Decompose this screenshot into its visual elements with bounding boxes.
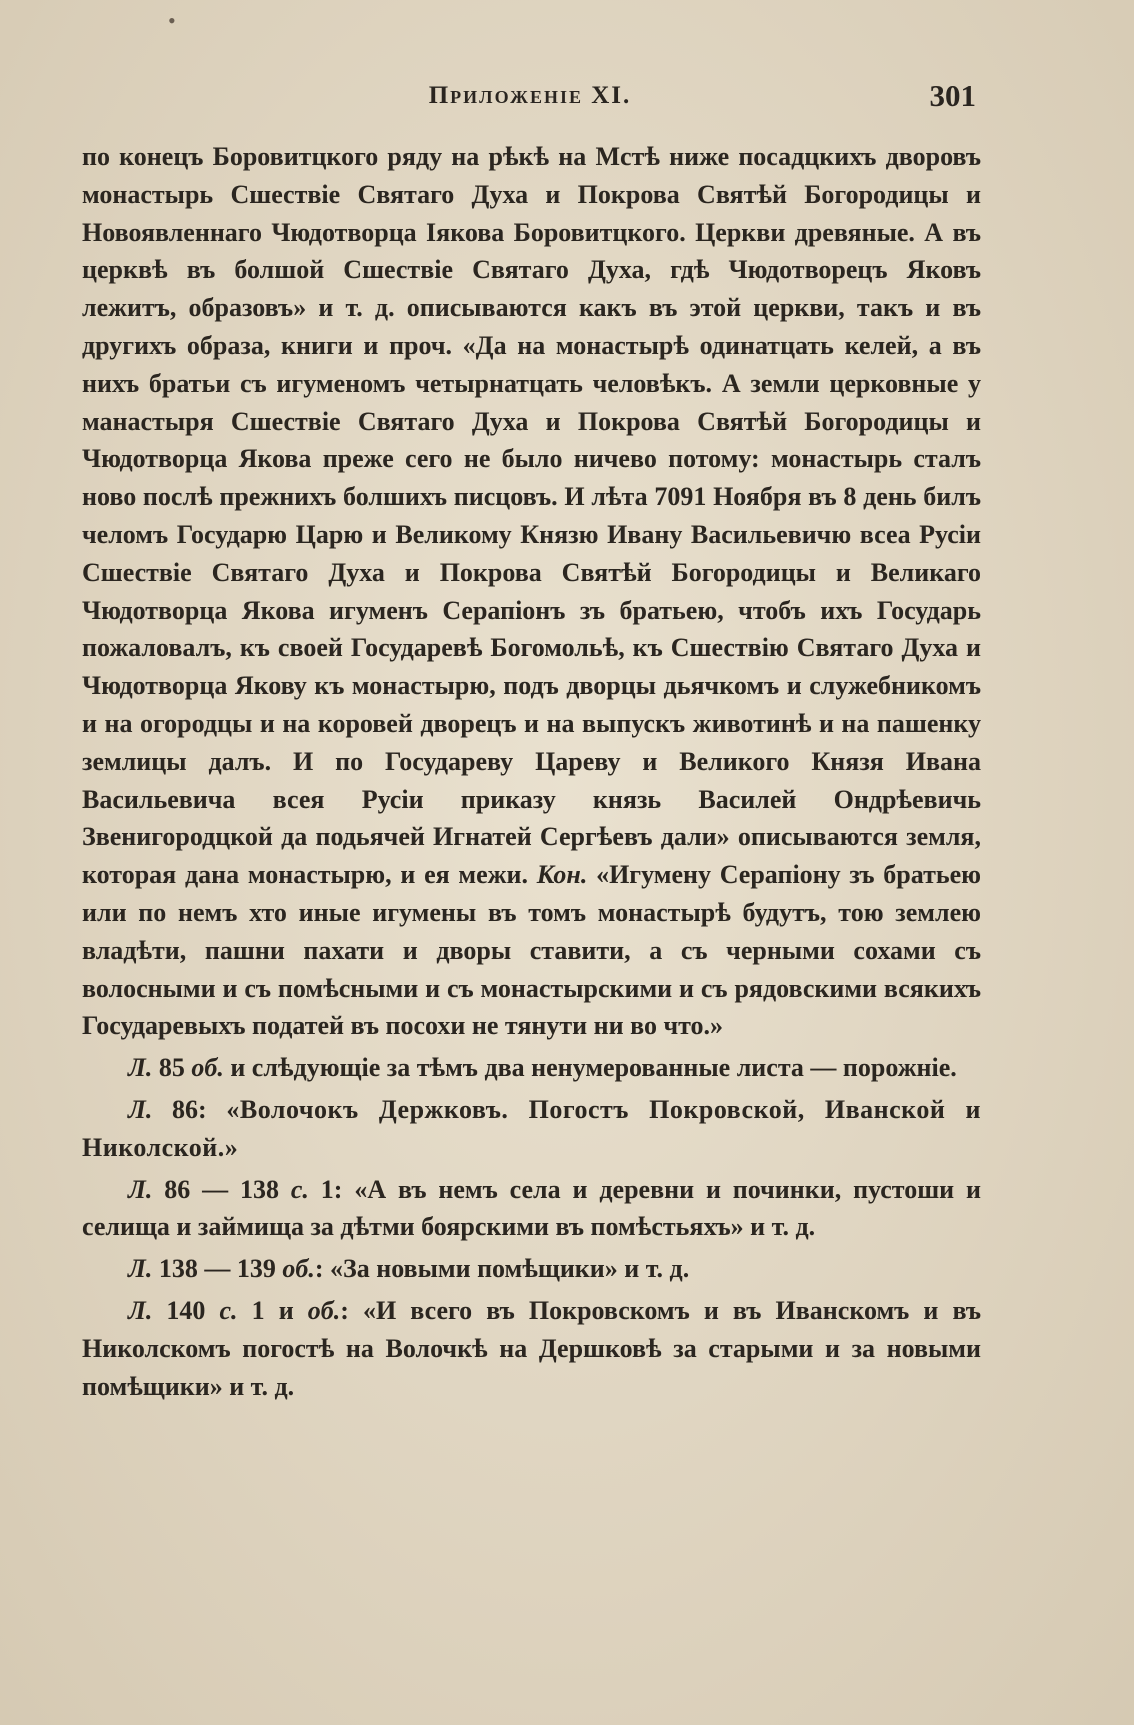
folio-reference: Л. bbox=[128, 1053, 153, 1083]
folio-reference: с. bbox=[219, 1295, 238, 1325]
text-run: 86 — 138 bbox=[152, 1174, 291, 1204]
folio-reference: Кон. bbox=[536, 860, 588, 890]
text-run: 1 и bbox=[237, 1295, 308, 1325]
text-run: 86: bbox=[152, 1094, 227, 1124]
text-run: : «За новыми помѣщики» и т. д. bbox=[314, 1254, 690, 1284]
paragraph bbox=[82, 138, 981, 1045]
paragraph bbox=[82, 1292, 981, 1405]
text-run: 140 bbox=[152, 1295, 220, 1325]
folio-reference: Л. bbox=[128, 1094, 153, 1124]
paragraph bbox=[82, 1250, 981, 1288]
text-run: 85 bbox=[152, 1053, 192, 1083]
text-run: 1: «А въ немъ села и деревни и починки, пустоши и селища и займища за дѣтми боярскими въ помѣстьяхъ» и т. д. bbox=[82, 1174, 982, 1242]
stray-ink-mark: • bbox=[168, 8, 176, 33]
paragraph bbox=[82, 1091, 981, 1167]
folio-reference: Л. bbox=[128, 1254, 153, 1284]
text-run: : «И всего въ Покровскомъ и въ Иванскомъ и въ Николскомъ погостѣ на Волочкѣ на Дершковѣ за старыми и за новыми помѣщики» и т. д. bbox=[82, 1295, 982, 1401]
folio-reference: об. bbox=[307, 1295, 341, 1325]
text-run: 138 — 139 bbox=[152, 1254, 283, 1284]
text-run: «Игумену Серапіону зъ братьею или по немъ хто иные игумены въ томъ монастырѣ будутъ, тою землею владѣти, пашни пахати и дворы ставити, а съ черными сохами съ волосными и съ помѣсными и съ монастырскими и съ рядовскими всякихъ Государевыхъ податей въ посохи не тянути ни во что.» bbox=[82, 860, 981, 1041]
running-title: Приложеніе XI. bbox=[428, 82, 632, 109]
folio-reference: Л. bbox=[128, 1174, 153, 1204]
folio-reference: об. bbox=[282, 1254, 315, 1284]
body-text bbox=[82, 138, 981, 1409]
paragraph bbox=[82, 1049, 981, 1087]
folio-reference: с. bbox=[290, 1174, 309, 1204]
text-run: и слѣдующіе за тѣмъ два ненумерованные листа — порожніе. bbox=[223, 1053, 957, 1083]
page-header bbox=[82, 78, 978, 116]
folio-reference: Л. bbox=[128, 1295, 153, 1325]
folio-reference: об. bbox=[191, 1053, 224, 1083]
page-number: 301 bbox=[929, 78, 976, 113]
quoted-heading: «Волочокъ Держковъ. Погостъ Покровской, Иванской и Николской.» bbox=[82, 1094, 981, 1162]
text-run: по конецъ Боровитцкого ряду на рѣкѣ на Мстѣ ниже посадцкихъ дворовъ монастырь Сшествіе Святаго Духа и Покрова Святѣй Богородицы и Новоявленнаго Чюдотворца Іякова Боровитцкого. Церкви древяные. А въ церквѣ въ болшой Сшествіе Святаго Духа, гдѣ Чюдотворецъ Яковъ лежитъ, образовъ» и т. д. описываются какъ въ этой церкви, такъ и въ другихъ образа, книги и проч. «Да на монастырѣ одинатцать келей, а въ нихъ братьи съ игуменомъ четырнатцать человѣкъ. А земли церковные у манастыря Сшествіе Святаго Духа и Покрова Святѣй Богородицы и Чюдотворца Якова преже сего не было ничево потому: монастырь сталъ ново послѣ прежнихъ болшихъ писцовъ. И лѣта 7091 Ноября въ 8 день билъ челомъ Государю Царю и Великому Князю Ивану Васильевичю всеа Русіи Сшествіе Святаго Духа и Покрова Святѣй Богородицы и Великаго Чюдотворца Якова игуменъ Серапіонъ зъ братьею, чтобъ ихъ Государь пожаловалъ, къ своей Государевѣ Богомольѣ, къ Сшествію Святаго Духа и Чюдотворца Якову къ монастырю, подъ дворцы дьячкомъ и служебникомъ и на огородцы и на коровей дворецъ и на выпускъ животинѣ и на пашенку землицы далъ. И по Государеву Цареву и Великого Князя Ивана Васильевича всея Русіи приказу князь Василей Ондрѣевичь Звенигородцкой да подьячей Игнатей Сергѣевъ дали» описываются земля, которая дана монастырю, и ея межи. bbox=[82, 142, 981, 890]
paragraph bbox=[82, 1171, 981, 1247]
